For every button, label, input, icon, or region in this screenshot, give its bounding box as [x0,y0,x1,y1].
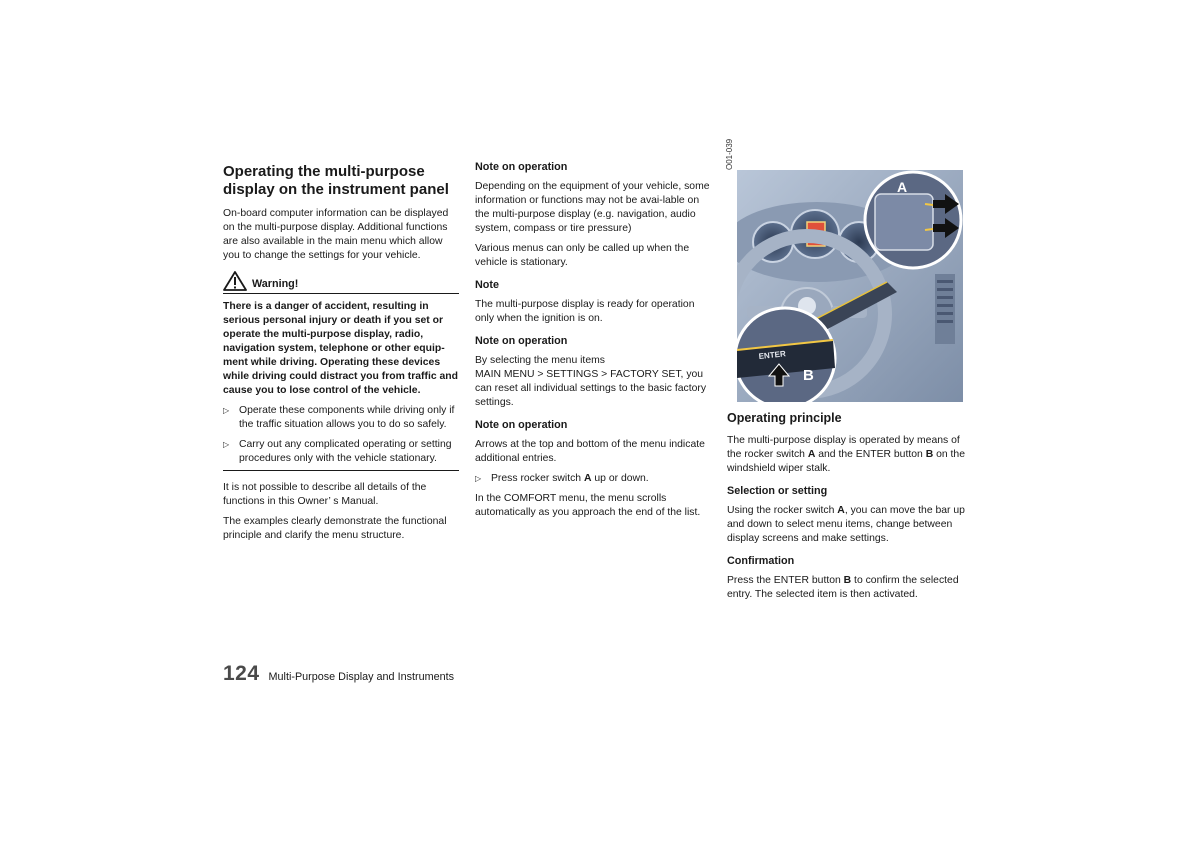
body-paragraph: The multi-purpose display is operated by means of the rocker switch A and the ENTER button B on the windshield wiper stalk. [727,435,965,474]
page-title: Operating the multi-purpose display on the instrument panel [223,163,449,198]
list-item [475,472,713,486]
body-paragraph: Press the ENTER button B to confirm the selected entry. The selected item is then activated. [727,575,959,600]
subheading: Confirmation [727,555,795,567]
body-paragraph: The examples clearly demonstrate the functional principle and clarify the menu structure. [223,516,447,541]
list-item [223,438,459,466]
bullet-triangle-icon: ▷ [223,440,230,449]
warning-header [223,271,459,294]
section-title: Multi-Purpose Display and Instruments [268,671,454,683]
note-heading: Note on operation [475,419,568,431]
page-number: 124 [223,662,260,685]
bullet-text: Carry out any complicated operating or setting procedures only with the vehicle stationary. [239,439,452,464]
column-3 [725,138,965,602]
note-text: The multi-purpose display is ready for operation only when the ignition is on. [475,299,695,324]
list-item [223,404,459,432]
figure-enter-label: ENTER [758,349,787,361]
note-text: Arrows at the top and bottom of the menu indicate additional entries. [475,439,705,464]
note-text: In the COMFORT menu, the menu scrolls automatically as you approach the end of the list. [475,493,701,518]
figure-label-b: B [803,367,814,384]
bullet-text: Press rocker switch A up or down. [491,473,649,484]
column-2 [475,160,713,520]
warning-text: There is a danger of accident, resulting in serious personal injury or death if you set or operate the multi-purpose display, radio, navigation system, telephone or other equip-ment while driving. Operating these devices while driving could distract you from traffic and cause you to lose control of the vehicle. [223,301,458,396]
instrument-panel-illustration [727,164,963,402]
subheading: Selection or setting [727,485,828,497]
section-heading: Operating principle [727,411,842,425]
note-heading: Note on operation [475,161,568,173]
note-heading: Note [475,279,499,291]
note-text: Depending on the equipment of your vehicle, some information or functions may not be avai-lable on the multi-purpose display (e.g. navigation, audio system, compass or tire pressure) [475,181,710,234]
instrument-panel-figure [725,138,963,402]
body-paragraph: Using the rocker switch A, you can move the bar up and down to select menu items, change between display screens and make settings. [727,505,965,544]
page-footer [223,662,454,686]
figure-code: O01-039 [725,138,734,170]
body-paragraph: It is not possible to describe all details of the functions in this Owner’ s Manual. [223,482,427,507]
warning-icon [223,271,247,291]
bullet-text: Operate these components while driving only if the traffic situation allows you to do so safely. [239,405,455,430]
bullet-triangle-icon: ▷ [223,406,230,415]
bullet-triangle-icon: ▷ [475,474,482,483]
note-heading: Note on operation [475,335,568,347]
intro-paragraph: On-board computer information can be displayed on the multi-purpose display. Additional functions are also available in the main menu which allow you to change the settings for your vehicle. [223,208,449,261]
note-text: By selecting the menu items [475,355,605,366]
warning-label: Warning! [252,278,299,290]
note-text: MAIN MENU > SETTINGS > FACTORY SET, you can reset all individual settings to the basic factory settings. [475,369,707,408]
figure-label-a: A [897,179,908,195]
note-text: Various menus can only be called up when the vehicle is stationary. [475,243,690,268]
column-1 [223,160,459,543]
